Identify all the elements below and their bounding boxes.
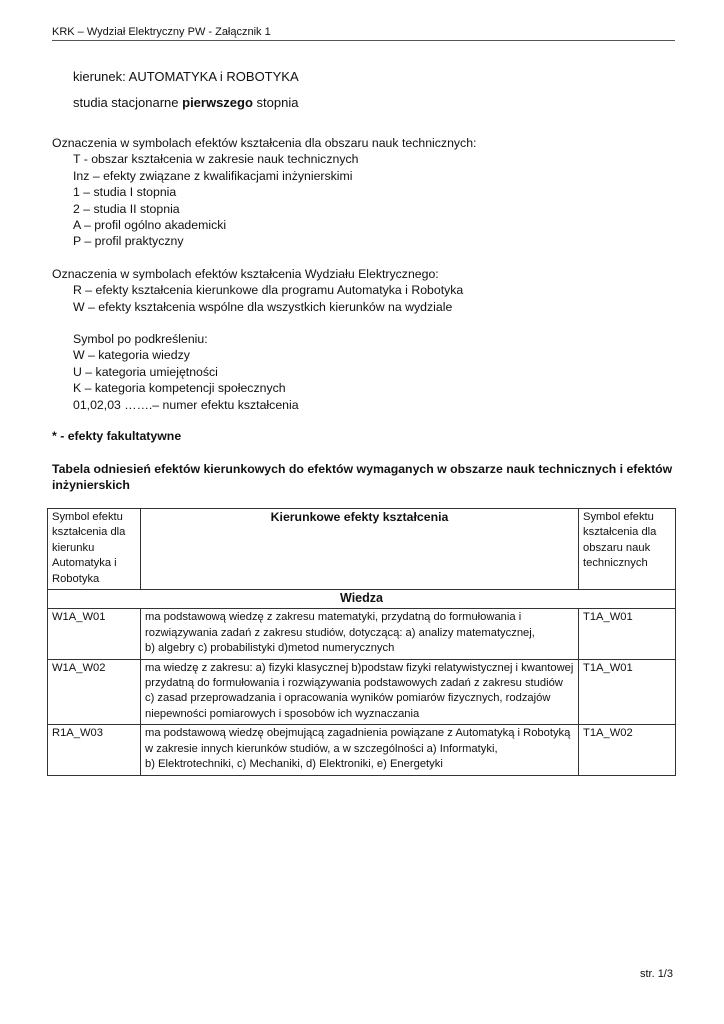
table-row xyxy=(48,725,676,775)
faculty-symbols-title: Oznaczenia w symbolach efektów kształcenia Wydziału Elektrycznego: xyxy=(52,267,439,281)
row-description: ma podstawową wiedzę obejmującą zagadnienia powiązane z Automatyką i Robotyką w zakresie innych kierunków studiów, a w szczególności a) Informatyki, b) Elektrotechniki, c) Mechaniki, d) Elektroniki, e) Energetyki xyxy=(141,725,579,775)
faculty-symbols-section xyxy=(52,266,463,315)
suffix-symbol-item: U – kategoria umiejętności xyxy=(73,364,218,379)
effects-table xyxy=(47,508,676,776)
program-studia xyxy=(73,95,298,110)
studia-prefix: studia stacjonarne xyxy=(73,95,183,110)
row-area-symbol: T1A_W02 xyxy=(579,725,676,775)
area-symbols-section xyxy=(52,135,476,250)
program-kierunek: kierunek: AUTOMATYKA i ROBOTYKA xyxy=(73,69,299,84)
area-symbol-item: 2 – studia II stopnia xyxy=(73,201,180,216)
area-symbol-item: Inz – efekty związane z kwalifikacjami inżynierskimi xyxy=(73,168,353,183)
studia-level: pierwszego xyxy=(182,95,253,110)
row-area-symbol: T1A_W01 xyxy=(579,609,676,659)
area-symbol-item: T - obszar kształcenia w zakresie nauk technicznych xyxy=(73,152,359,167)
header-cell-program-symbol: Symbol efektu kształcenia dla kierunku Automatyka i Robotyka xyxy=(48,509,141,590)
faculty-symbol-item: R – efekty kształcenia kierunkowe dla programu Automatyka i Robotyka xyxy=(73,283,464,298)
table-caption xyxy=(52,461,672,494)
row-description: ma wiedzę z zakresu: a) fizyki klasycznej b)podstaw fizyki relatywistycznej i kwantowej przydatną do formułowania i rozwiązywania podstawowych zadań z zakresu studiów c) zasad przeprowadzania i opracowania wyników pomiarów fizycznych, rodzajów niepewności pomiarowych i sposobów ich wyznaczania xyxy=(141,659,579,725)
row-symbol: W1A_W01 xyxy=(48,609,141,659)
suffix-symbol-item: W – kategoria wiedzy xyxy=(73,348,190,363)
page-number: str. 1/3 xyxy=(639,968,673,980)
table-caption-line: Tabela odniesień efektów kierunkowych do efektów wymaganych w obszarze nauk technicznych i efektów xyxy=(52,462,673,476)
row-area-symbol: T1A_W01 xyxy=(579,659,676,725)
suffix-symbols-section xyxy=(73,331,299,413)
page-header: KRK – Wydział Elektryczny PW - Załącznik 1 xyxy=(52,25,675,41)
area-symbol-item: A – profil ogólno akademicki xyxy=(73,218,227,233)
area-symbol-item: P – profil praktyczny xyxy=(73,234,184,249)
suffix-symbol-item: K – kategoria kompetencji społecznych xyxy=(73,381,286,396)
studia-suffix: stopnia xyxy=(252,95,299,110)
faculty-symbol-item: W – efekty kształcenia wspólne dla wszystkich kierunków na wydziale xyxy=(73,299,453,314)
table-caption-line: inżynierskich xyxy=(52,478,130,493)
suffix-symbol-item: 01,02,03 …….– numer efektu kształcenia xyxy=(73,397,299,412)
table-row xyxy=(48,659,676,725)
area-symbols-title: Oznaczenia w symbolach efektów kształcenia dla obszaru nauk technicznych: xyxy=(52,136,477,150)
row-symbol: W1A_W02 xyxy=(48,659,141,725)
row-symbol: R1A_W03 xyxy=(48,725,141,775)
row-description: ma podstawową wiedzę z zakresu matematyki, przydatną do formułowania i rozwiązywania zadań z zakresu studiów, dotyczącą: a) analizy matematycznej, b) algebry c) probabilistyki d)metod numerycznych xyxy=(141,609,579,659)
section-row xyxy=(48,590,676,609)
header-cell-area-symbol: Symbol efektu kształcenia dla obszaru nauk technicznych xyxy=(579,509,676,590)
table-header-row xyxy=(48,509,676,590)
header-cell-program-effects: Kierunkowe efekty kształcenia xyxy=(141,509,579,590)
area-symbol-item: 1 – studia I stopnia xyxy=(73,185,177,200)
optional-effects-note: * - efekty fakultatywne xyxy=(52,429,182,443)
suffix-symbols-title: Symbol po podkreśleniu: xyxy=(73,332,208,346)
table-row xyxy=(48,609,676,659)
section-title-wiedza: Wiedza xyxy=(48,590,676,609)
